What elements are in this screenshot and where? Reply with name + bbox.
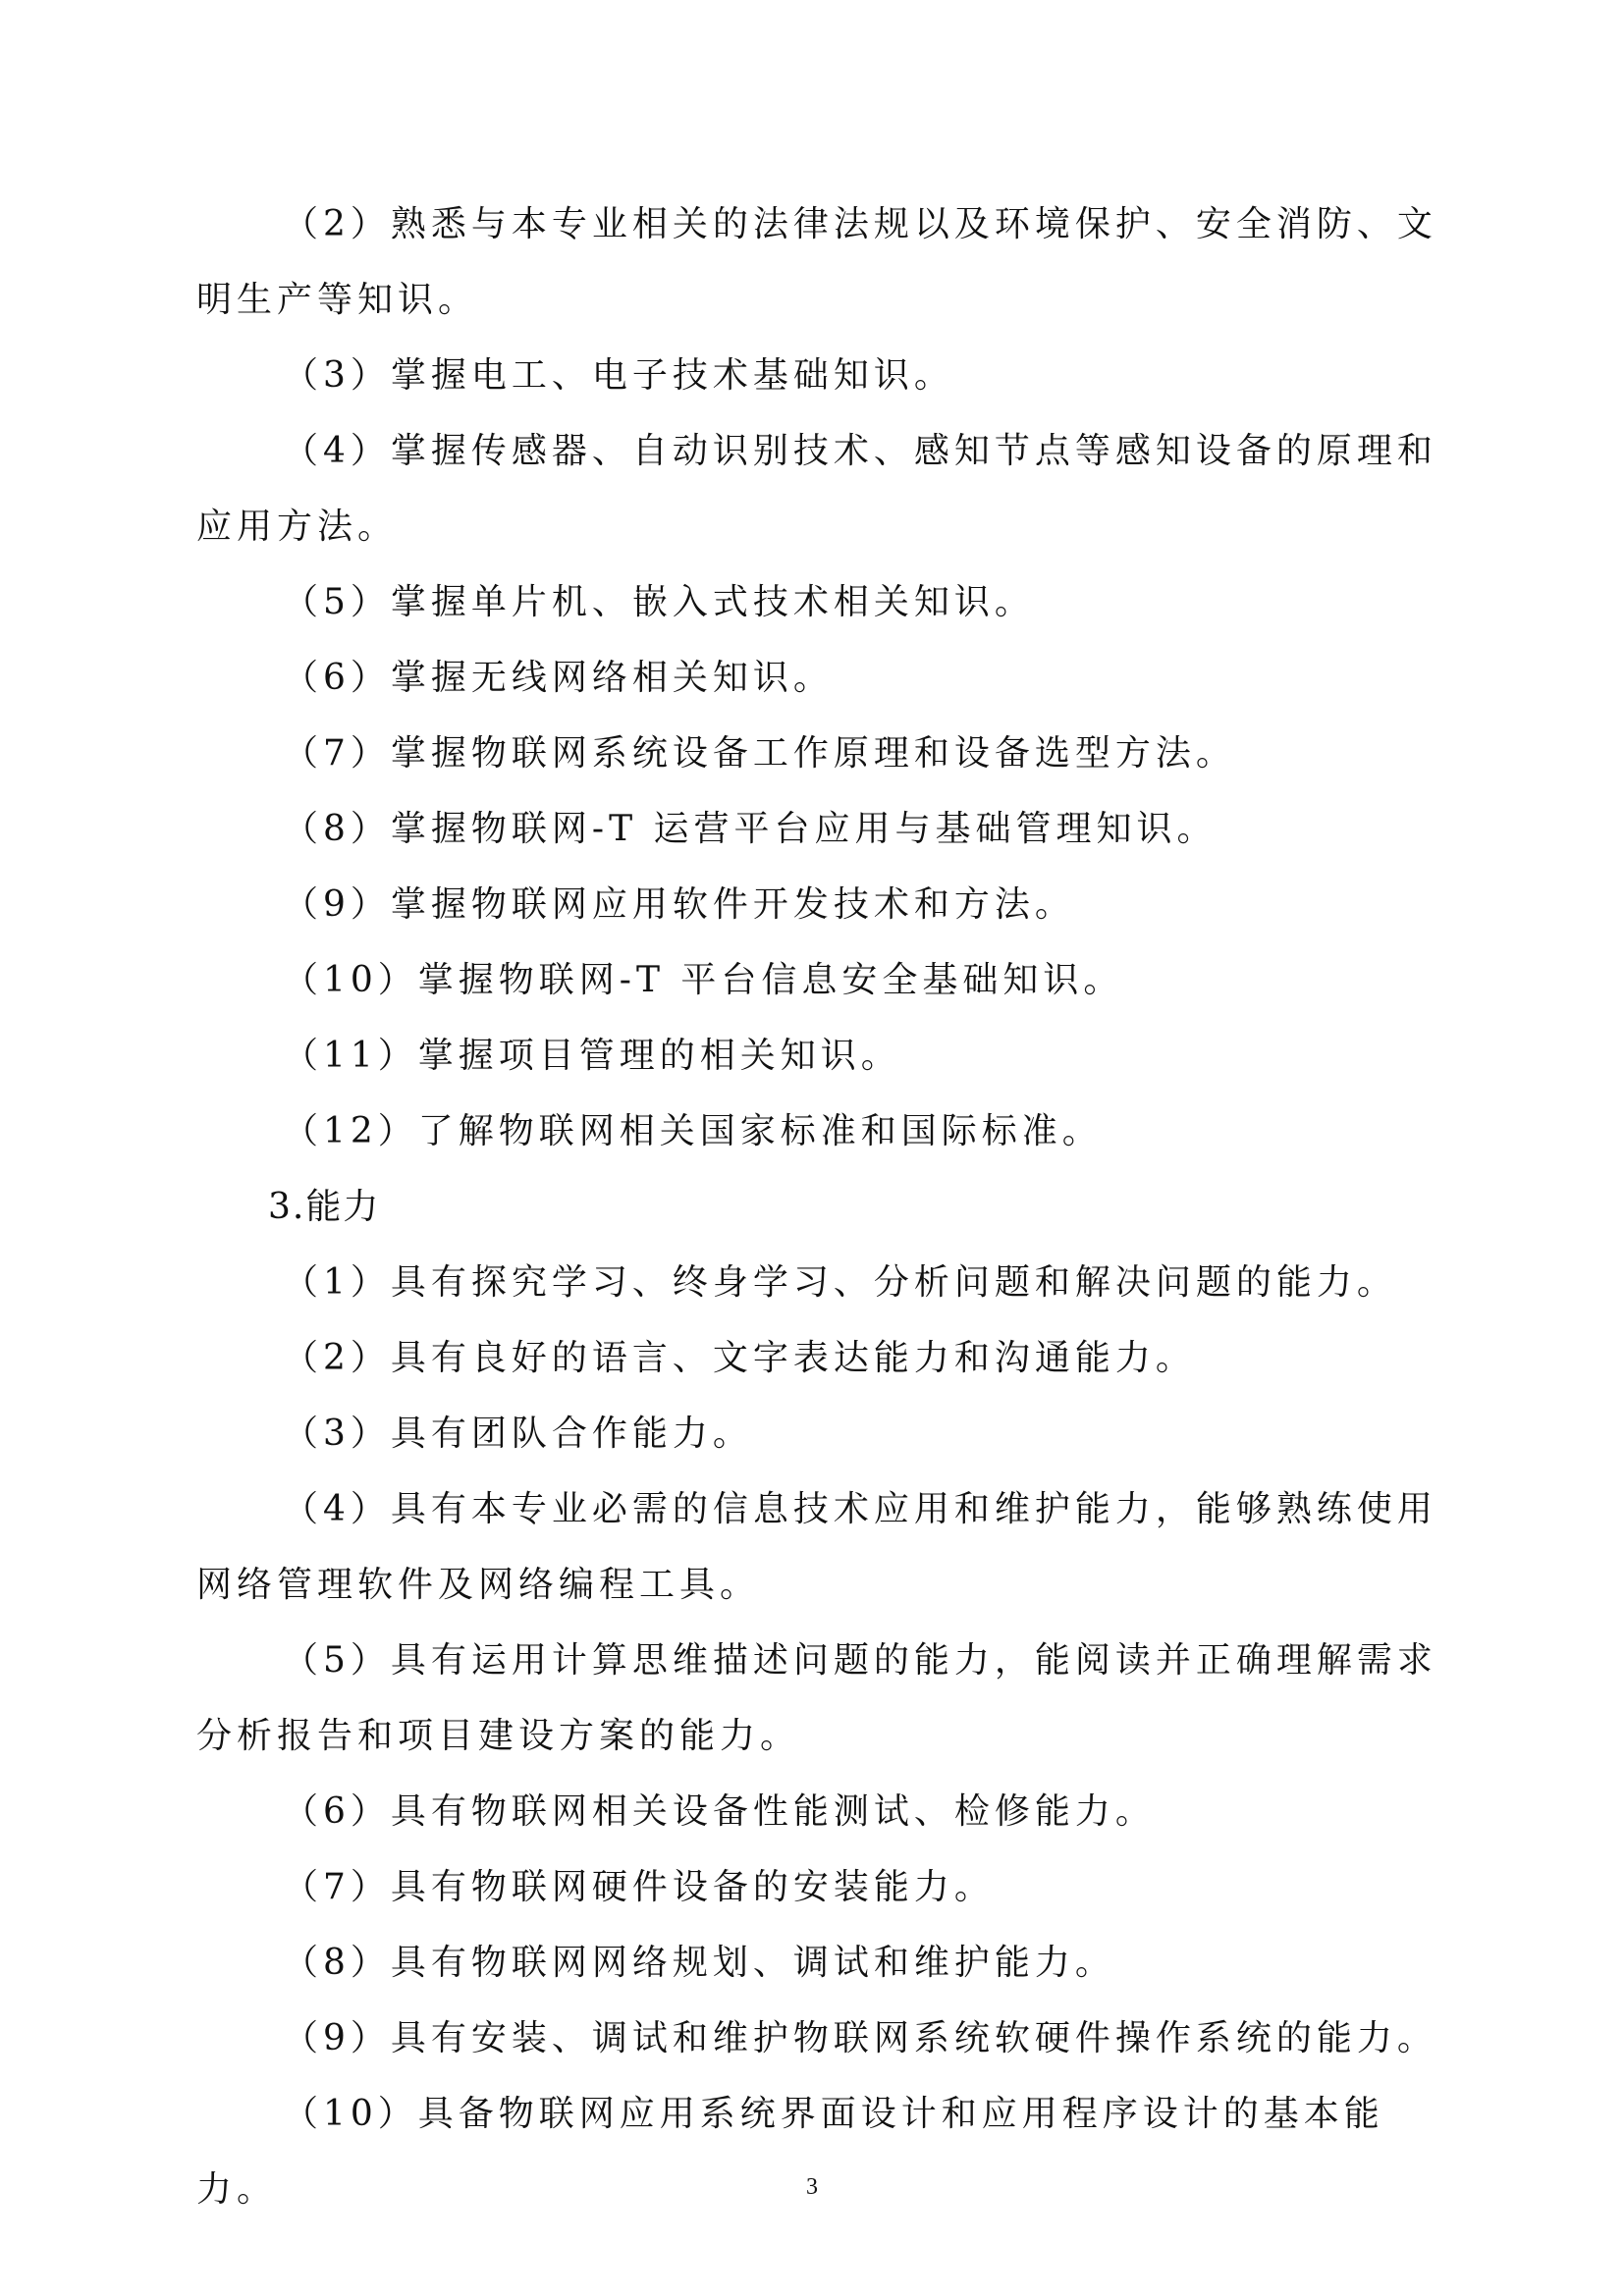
paragraph-ability-2: （2）具有良好的语言、文字表达能力和沟通能力。 (283, 1338, 1196, 1378)
paragraph-knowledge-6: （6）掌握无线网络相关知识。 (283, 658, 834, 698)
paragraph-ability-7: （7）具有物联网硬件设备的安装能力。 (283, 1867, 995, 1907)
paragraph-ability-5: （5）具有运用计算思维描述问题的能力，能阅读并正确理解需求分析报告和项目建设方案的能力。 (196, 1640, 1437, 1756)
paragraph-ability-8: （8）具有物联网网络规划、调试和维护能力。 (283, 1943, 1115, 1983)
paragraph-knowledge-9: （9）掌握物联网应用软件开发技术和方法。 (283, 884, 1075, 925)
paragraph-ability-4: （4）具有本专业必需的信息技术应用和维护能力，能够熟练使用网络管理软件及网络编程工具。 (196, 1489, 1437, 1605)
page-number: 3 (806, 2174, 818, 2200)
paragraph-ability-10: （10）具备物联网应用系统界面设计和应用程序设计的基本能力。 (196, 2094, 1384, 2210)
paragraph-knowledge-7: （7）掌握物联网系统设备工作原理和设备选型方法。 (283, 733, 1236, 774)
paragraph-knowledge-5: （5）掌握单片机、嵌入式技术相关知识。 (283, 582, 1035, 622)
paragraph-knowledge-8: （8）掌握物联网-T 运营平台应用与基础管理知识。 (283, 809, 1218, 849)
paragraph-ability-6: （6）具有物联网相关设备性能测试、检修能力。 (283, 1791, 1156, 1832)
paragraph-ability-3: （3）具有团队合作能力。 (283, 1414, 753, 1454)
section-heading-ability: 3.能力 (268, 1187, 381, 1227)
paragraph-knowledge-3: （3）掌握电工、电子技术基础知识。 (283, 355, 954, 396)
paragraph-knowledge-12: （12）了解物联网相关国家标准和国际标准。 (283, 1111, 1103, 1151)
body-text (196, 187, 1445, 2227)
paragraph-knowledge-2: （2）熟悉与本专业相关的法律法规以及环境保护、安全消防、文明生产等知识。 (196, 204, 1437, 320)
paragraph-ability-9: （9）具有安装、调试和维护物联网系统软硬件操作系统的能力。 (283, 2018, 1437, 2058)
paragraph-knowledge-11: （11）掌握项目管理的相关知识。 (283, 1036, 901, 1076)
paragraph-knowledge-4: （4）掌握传感器、自动识别技术、感知节点等感知设备的原理和应用方法。 (196, 431, 1437, 547)
paragraph-ability-1: （1）具有探究学习、终身学习、分析问题和解决问题的能力。 (283, 1262, 1397, 1303)
paragraph-knowledge-10: （10）掌握物联网-T 平台信息安全基础知识。 (283, 960, 1124, 1000)
